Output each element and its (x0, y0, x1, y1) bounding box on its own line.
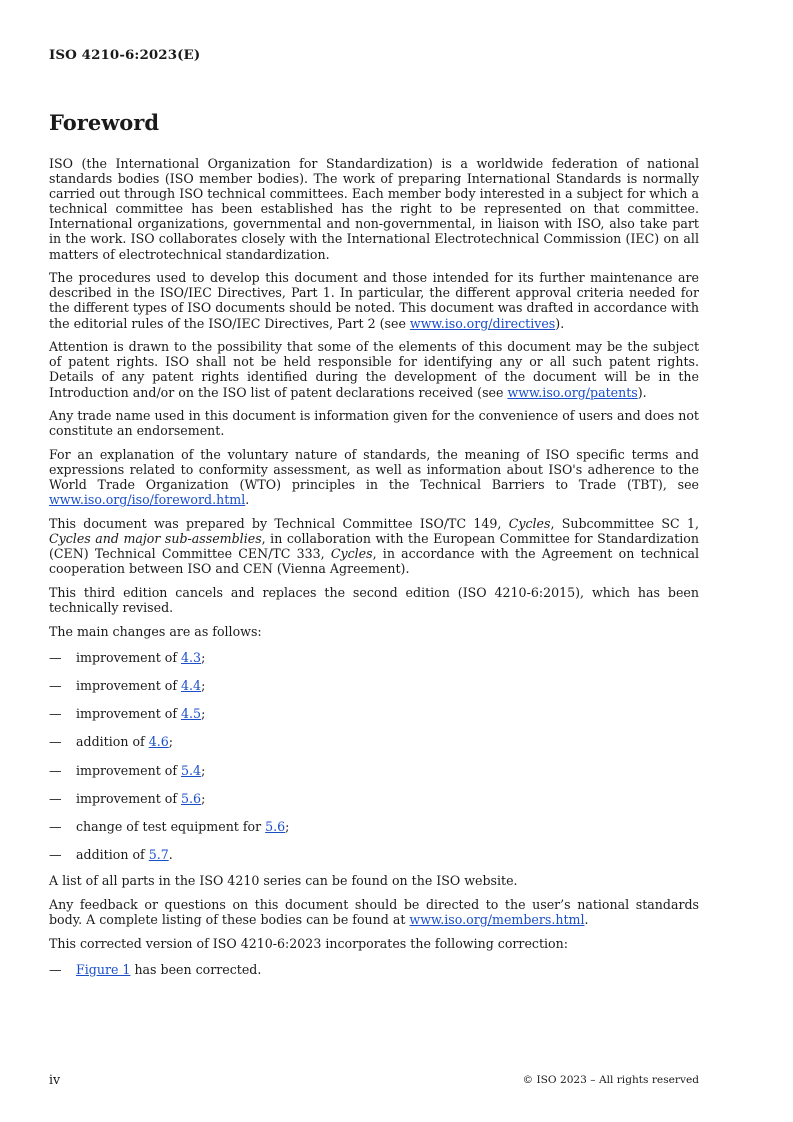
foreword-link[interactable]: www.iso.org/iso/foreword.html (49, 492, 246, 508)
paragraph-iso-intro: ISO (the International Organization for Standardization) is a worldwide federation of national standards bodies (ISO member bodies). The work of preparing International Standards is normally carried out through ISO technical committees. Each member body interested in a subject for which a technical committee has been established has the right to be represented on that committee. International organizations, governmental and non-governmental, in liaison with ISO, also take part in the work. ISO collaborates closely with the International Electrotechnical Commission (IEC) on all matters of electrotechnical standardization. (49, 156, 699, 262)
changes-list (49, 650, 699, 862)
list-item: — change of test equipment for 5.6; (49, 818, 290, 834)
page-number: iv (49, 1072, 61, 1087)
clause-link[interactable]: 5.4 (181, 762, 202, 778)
list-item: — improvement of 4.5; (49, 706, 206, 722)
clause-link[interactable]: 4.4 (181, 677, 202, 693)
clause-link[interactable]: 4.5 (181, 706, 202, 722)
clause-link[interactable]: 5.6 (181, 790, 202, 806)
paragraph-series: A list of all parts in the ISO 4210 series can be found on the ISO website. (49, 873, 518, 889)
paragraph-patents: Attention is drawn to the possibility that some of the elements of this document may be the subject of patent rights. ISO shall not be held responsible for identifying any or all such patent rights. Details of any patent rights identified during the development of the document will be in the Introduction and/or on the ISO list of patent declarations received (see www.iso.org/patents). (49, 339, 699, 400)
list-item: — improvement of 5.4; (49, 762, 206, 778)
members-link[interactable]: www.iso.org/members.html (409, 911, 585, 927)
paragraph-committee: This document was prepared by Technical Committee ISO/TC 149, Cycles, Subcommittee SC 1, Cycles and major sub-assemblies, in collaboration with the European Committee for Standardization (CEN) Technical Committee CEN/TC 333, Cycles, in accordance with the Agreement on technical cooperation between ISO and CEN (Vienna Agreement). (49, 515, 699, 577)
clause-link[interactable]: 5.7 (148, 847, 169, 863)
paragraph-main-changes: The main changes are as follows: (49, 623, 262, 639)
paragraph-edition: This third edition cancels and replaces the second edition (ISO 4210-6:2015), which has been technically revised. (49, 584, 699, 615)
list-item: — addition of 5.7. (49, 847, 173, 863)
clause-link[interactable]: 4.3 (181, 649, 202, 665)
paragraph-correction: This corrected version of ISO 4210-6:2023 incorporates the following correction: (49, 935, 568, 951)
figure-link[interactable]: Figure 1 (76, 961, 131, 977)
clause-link[interactable]: 4.6 (148, 734, 169, 750)
patents-link[interactable]: www.iso.org/patents (507, 384, 638, 400)
paragraph-procedures: The procedures used to develop this document and those intended for its further maintenance are described in the ISO/IEC Directives, Part 1. In particular, the different approval criteria needed for the different types of ISO documents should be noted. This document was drafted in accordance with the editorial rules of the ISO/IEC Directives, Part 2 (see www.iso.org/directives). (49, 270, 699, 331)
paragraph-feedback: Any feedback or questions on this document should be directed to the user’s national standards body. A complete listing of these bodies can be found at www.iso.org/members.html. (49, 896, 699, 927)
list-item: — improvement of 5.6; (49, 790, 206, 806)
list-item: — improvement of 4.3; (49, 649, 206, 665)
list-item: — Figure 1 has been corrected. (49, 961, 262, 977)
list-item: — improvement of 4.4; (49, 677, 206, 693)
paragraph-trade-name: Any trade name used in this document is information given for the convenience of users and does not constitute an endorsement. (49, 408, 699, 439)
list-item: — addition of 4.6; (49, 734, 173, 750)
correction-list (49, 962, 699, 977)
clause-link[interactable]: 5.6 (265, 818, 286, 834)
copyright-notice: © ISO 2023 – All rights reserved (522, 1074, 699, 1086)
section-title: Foreword (49, 110, 160, 135)
directives-link[interactable]: www.iso.org/directives (409, 315, 556, 331)
document-id: ISO 4210-6:2023(E) (49, 47, 201, 63)
foreword-body (49, 156, 699, 990)
paragraph-voluntary: For an explanation of the voluntary nature of standards, the meaning of ISO specific terms and expressions related to conformity assessment, as well as information about ISO's adherence to the World Trade Organization (WTO) principles in the Technical Barriers to Trade (TBT), see www.iso.org/iso/foreword.html. (49, 446, 699, 508)
